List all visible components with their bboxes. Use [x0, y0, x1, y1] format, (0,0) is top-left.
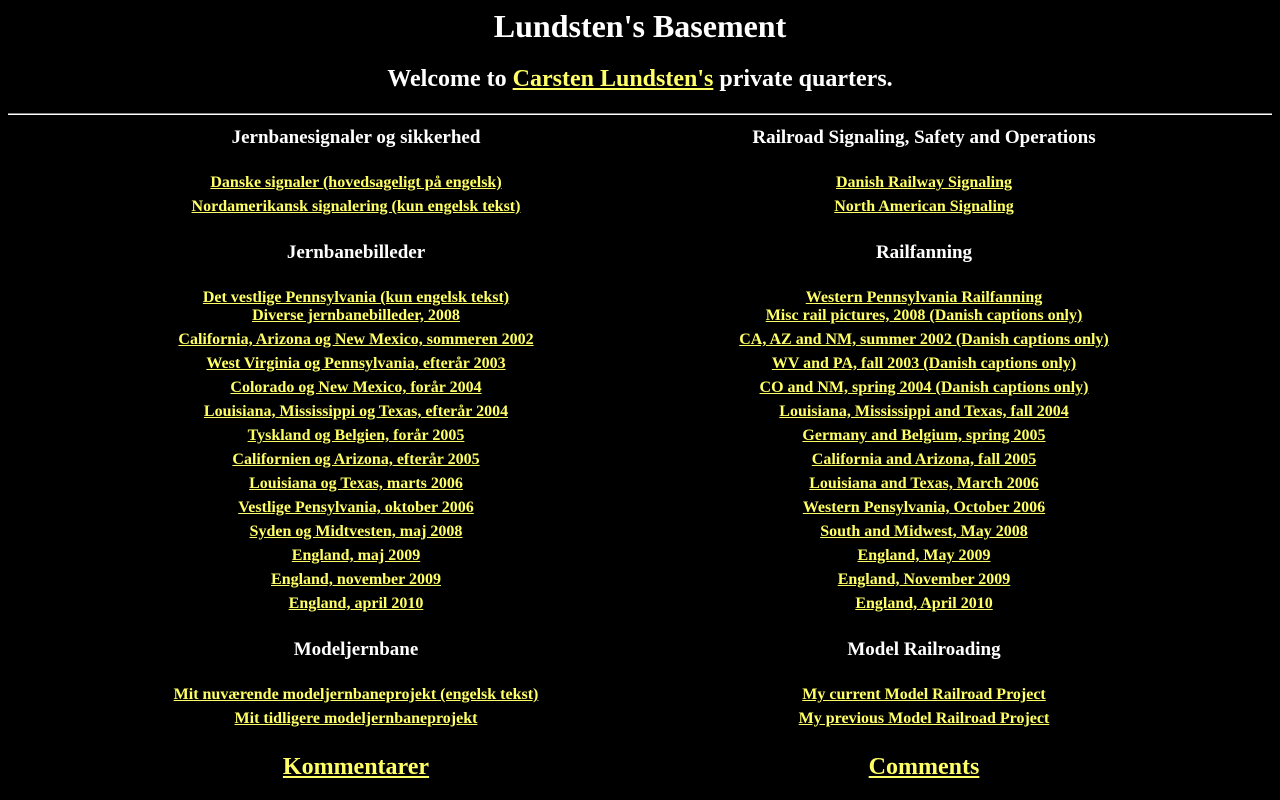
english-signals-heading: Railroad Signaling, Safety and Operations — [752, 127, 1096, 148]
danish-photos-link-12[interactable]: England, november 2009 — [271, 571, 441, 588]
english-photos-link-11[interactable]: England, May 2009 — [857, 547, 991, 564]
danish-signals-heading: Jernbanesignaler og sikkerhed — [231, 127, 481, 148]
english-signals-link-0[interactable]: Danish Railway Signaling — [835, 174, 1013, 191]
danish-photos-link-5[interactable]: Louisiana, Mississippi og Texas, efterår 2004 — [203, 403, 509, 420]
danish-comments-link[interactable]: Kommentarer — [282, 754, 430, 780]
english-photos-link-7[interactable]: California and Arizona, fall 2005 — [811, 451, 1037, 468]
english-photos-link-0[interactable]: Western Pennsylvania Railfanning — [805, 289, 1043, 306]
author-link[interactable]: Carsten Lundsten's — [512, 66, 714, 92]
english-model-link-1[interactable]: My previous Model Railroad Project — [798, 710, 1050, 727]
welcome-line — [0, 63, 1280, 95]
page-title: Lundsten's Basement — [493, 8, 787, 44]
welcome-prefix: Welcome to — [387, 66, 507, 92]
danish-photos-link-2[interactable]: California, Arizona og New Mexico, sommeren 2002 — [178, 331, 534, 348]
danish-photos-link-8[interactable]: Louisiana og Texas, marts 2006 — [249, 475, 463, 492]
english-photos-heading: Railfanning — [875, 242, 973, 263]
english-comments-link[interactable]: Comments — [868, 754, 980, 780]
danish-photos-link-4[interactable]: Colorado og New Mexico, forår 2004 — [230, 379, 482, 396]
danish-model-link-1[interactable]: Mit tidligere modeljernbaneprojekt — [234, 710, 478, 727]
danish-photos-link-3[interactable]: West Virginia og Pennsylvania, efterår 2003 — [206, 355, 506, 372]
danish-signals-link-0[interactable]: Danske signaler (hovedsageligt på engelsk) — [210, 174, 502, 191]
english-photos-link-6[interactable]: Germany and Belgium, spring 2005 — [802, 427, 1046, 444]
danish-photos-link-13[interactable]: England, april 2010 — [288, 595, 424, 612]
danish-signals-link-1[interactable]: Nordamerikansk signalering (kun engelsk tekst) — [191, 198, 521, 215]
english-photos-link-2[interactable]: CA, AZ and NM, summer 2002 (Danish captions only) — [739, 331, 1109, 348]
english-photos-link-1[interactable]: Misc rail pictures, 2008 (Danish captions only) — [765, 307, 1083, 324]
english-photos-link-4[interactable]: CO and NM, spring 2004 (Danish captions only) — [759, 379, 1089, 396]
english-model-link-0[interactable]: My current Model Railroad Project — [802, 686, 1046, 703]
danish-photos-link-7[interactable]: Californien og Arizona, efterår 2005 — [232, 451, 480, 468]
danish-model-heading: Modeljernbane — [293, 639, 419, 660]
english-photos-link-12[interactable]: England, November 2009 — [837, 571, 1011, 588]
english-photos-link-5[interactable]: Louisiana, Mississippi and Texas, fall 2004 — [779, 403, 1069, 420]
danish-photos-link-0[interactable]: Det vestlige Pennsylvania (kun engelsk tekst) — [202, 289, 510, 306]
horizontal-divider — [8, 113, 1272, 115]
english-photos-link-9[interactable]: Western Pensylvania, October 2006 — [802, 499, 1046, 516]
danish-model-link-0[interactable]: Mit nuværende modeljernbaneprojekt (engelsk tekst) — [173, 686, 539, 703]
danish-photos-heading: Jernbanebilleder — [286, 242, 426, 263]
english-model-heading: Model Railroading — [847, 639, 1001, 660]
danish-photos-link-9[interactable]: Vestlige Pensylvania, oktober 2006 — [238, 499, 474, 516]
danish-photos-link-11[interactable]: England, maj 2009 — [291, 547, 421, 564]
english-photos-link-3[interactable]: WV and PA, fall 2003 (Danish captions only) — [771, 355, 1077, 372]
danish-photos-link-6[interactable]: Tyskland og Belgien, forår 2005 — [247, 427, 465, 444]
welcome-suffix: private quarters. — [719, 66, 893, 92]
english-photos-link-13[interactable]: England, April 2010 — [855, 595, 993, 612]
danish-photos-link-1[interactable]: Diverse jernbanebilleder, 2008 — [252, 307, 460, 324]
english-photos-link-10[interactable]: South and Midwest, May 2008 — [820, 523, 1028, 540]
danish-photos-link-10[interactable]: Syden og Midtvesten, maj 2008 — [249, 523, 463, 540]
english-signals-link-1[interactable]: North American Signaling — [834, 198, 1014, 215]
english-photos-link-8[interactable]: Louisiana and Texas, March 2006 — [809, 475, 1039, 492]
